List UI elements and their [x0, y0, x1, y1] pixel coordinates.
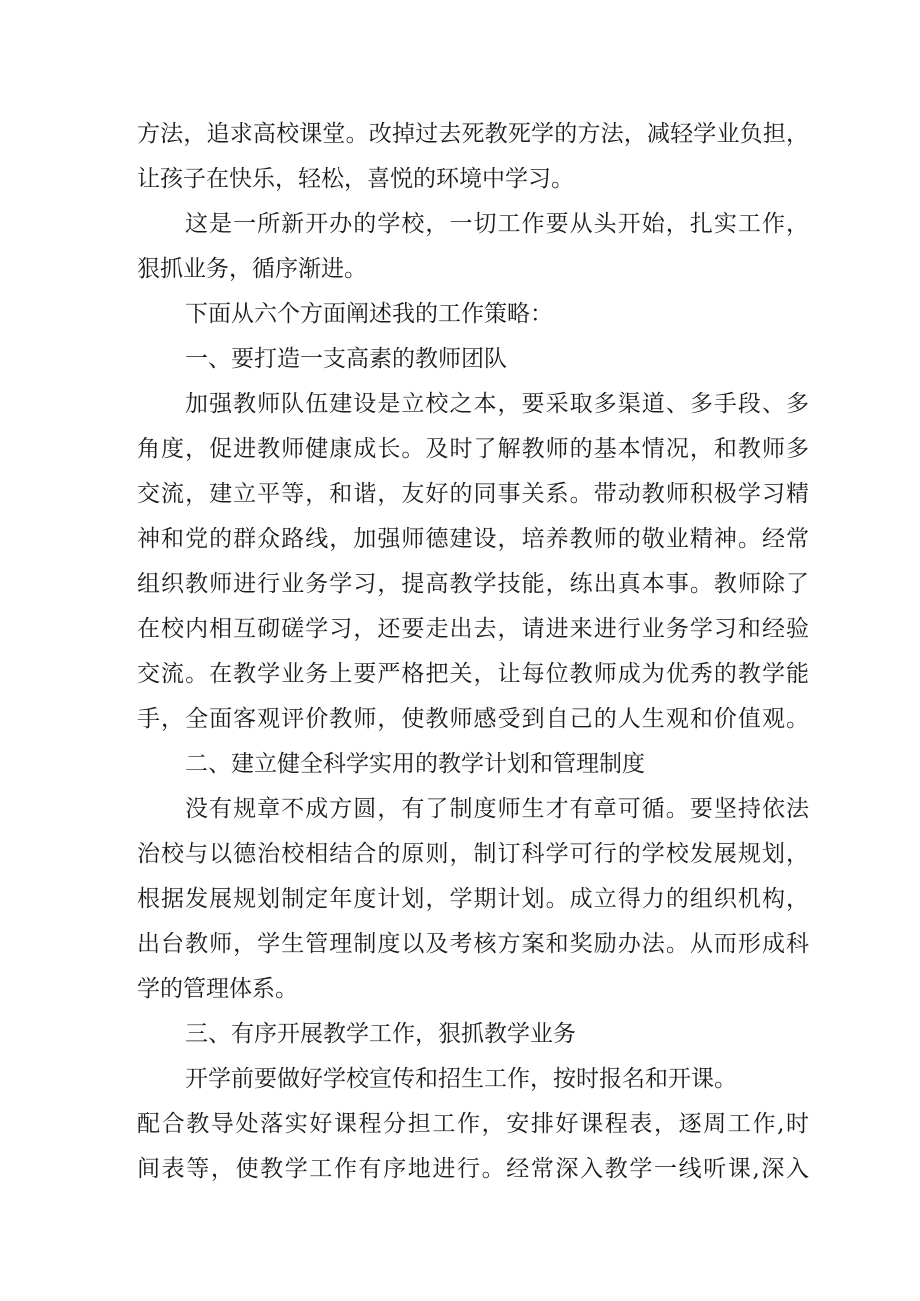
- text-line: 让孩子在快乐，轻松，喜悦的环境中学习。: [137, 166, 574, 192]
- text-line: 配合教导处落实好课程分担工作，安排好课程表，逐周工作,时: [137, 1111, 809, 1137]
- paragraph-start-line: 这是一所新开办的学校，一切工作要从头开始，扎实工作，: [185, 211, 809, 237]
- section-heading-2: 二、建立健全科学实用的教学计划和管理制度: [185, 751, 645, 777]
- section-heading-3: 三、有序开展教学工作，狠抓教学业务: [185, 1021, 576, 1047]
- text-line: 组织教师进行业务学习，提高教学技能，练出真本事。教师除了: [137, 571, 809, 597]
- paragraph-start-line: 没有规章不成方圆，有了制度师生才有章可循。要坚持依法: [185, 796, 809, 822]
- text-line: 在校内相互砌磋学习，还要走出去，请进来进行业务学习和经验: [137, 616, 809, 642]
- text-line: 手，全面客观评价教师，使教师感受到自己的人生观和价值观。: [137, 706, 809, 732]
- text-line: 神和党的群众路线，加强师德建设，培养教师的敬业精神。经常: [137, 526, 809, 552]
- paragraph-start-line: 加强教师队伍建设是立校之本，要采取多渠道、多手段、多: [185, 391, 809, 417]
- document-body: [137, 112, 809, 1192]
- text-line: 根据发展规划制定年度计划，学期计划。成立得力的组织机构，: [137, 886, 809, 912]
- text-line: 狠抓业务，循序渐进。: [137, 256, 367, 282]
- text-line: 交流，建立平等，和谐，友好的同事关系。带动教师积极学习精: [137, 481, 809, 507]
- text-line: 间表等，使教学工作有序地进行。经常深入教学一线听课,深入: [137, 1156, 809, 1182]
- text-line: 方法，追求高校课堂。改掉过去死教死学的方法，减轻学业负担，: [137, 121, 809, 147]
- paragraph-start-line: 下面从六个方面阐述我的工作策略：: [185, 301, 553, 327]
- paragraph-start-line: 开学前要做好学校宣传和招生工作，按时报名和开课。: [185, 1066, 737, 1092]
- text-line: 治校与以德治校相结合的原则，制订科学可行的学校发展规划，: [137, 841, 809, 867]
- text-line: 学的管理体系。: [137, 976, 298, 1002]
- text-line: 交流。在教学业务上要严格把关，让每位教师成为优秀的教学能: [137, 661, 809, 687]
- text-line: 角度，促进教师健康成长。及时了解教师的基本情况，和教师多: [137, 436, 809, 462]
- text-line: 出台教师，学生管理制度以及考核方案和奖励办法。从而形成科: [137, 931, 809, 957]
- section-heading-1: 一、要打造一支高素的教师团队: [185, 346, 507, 372]
